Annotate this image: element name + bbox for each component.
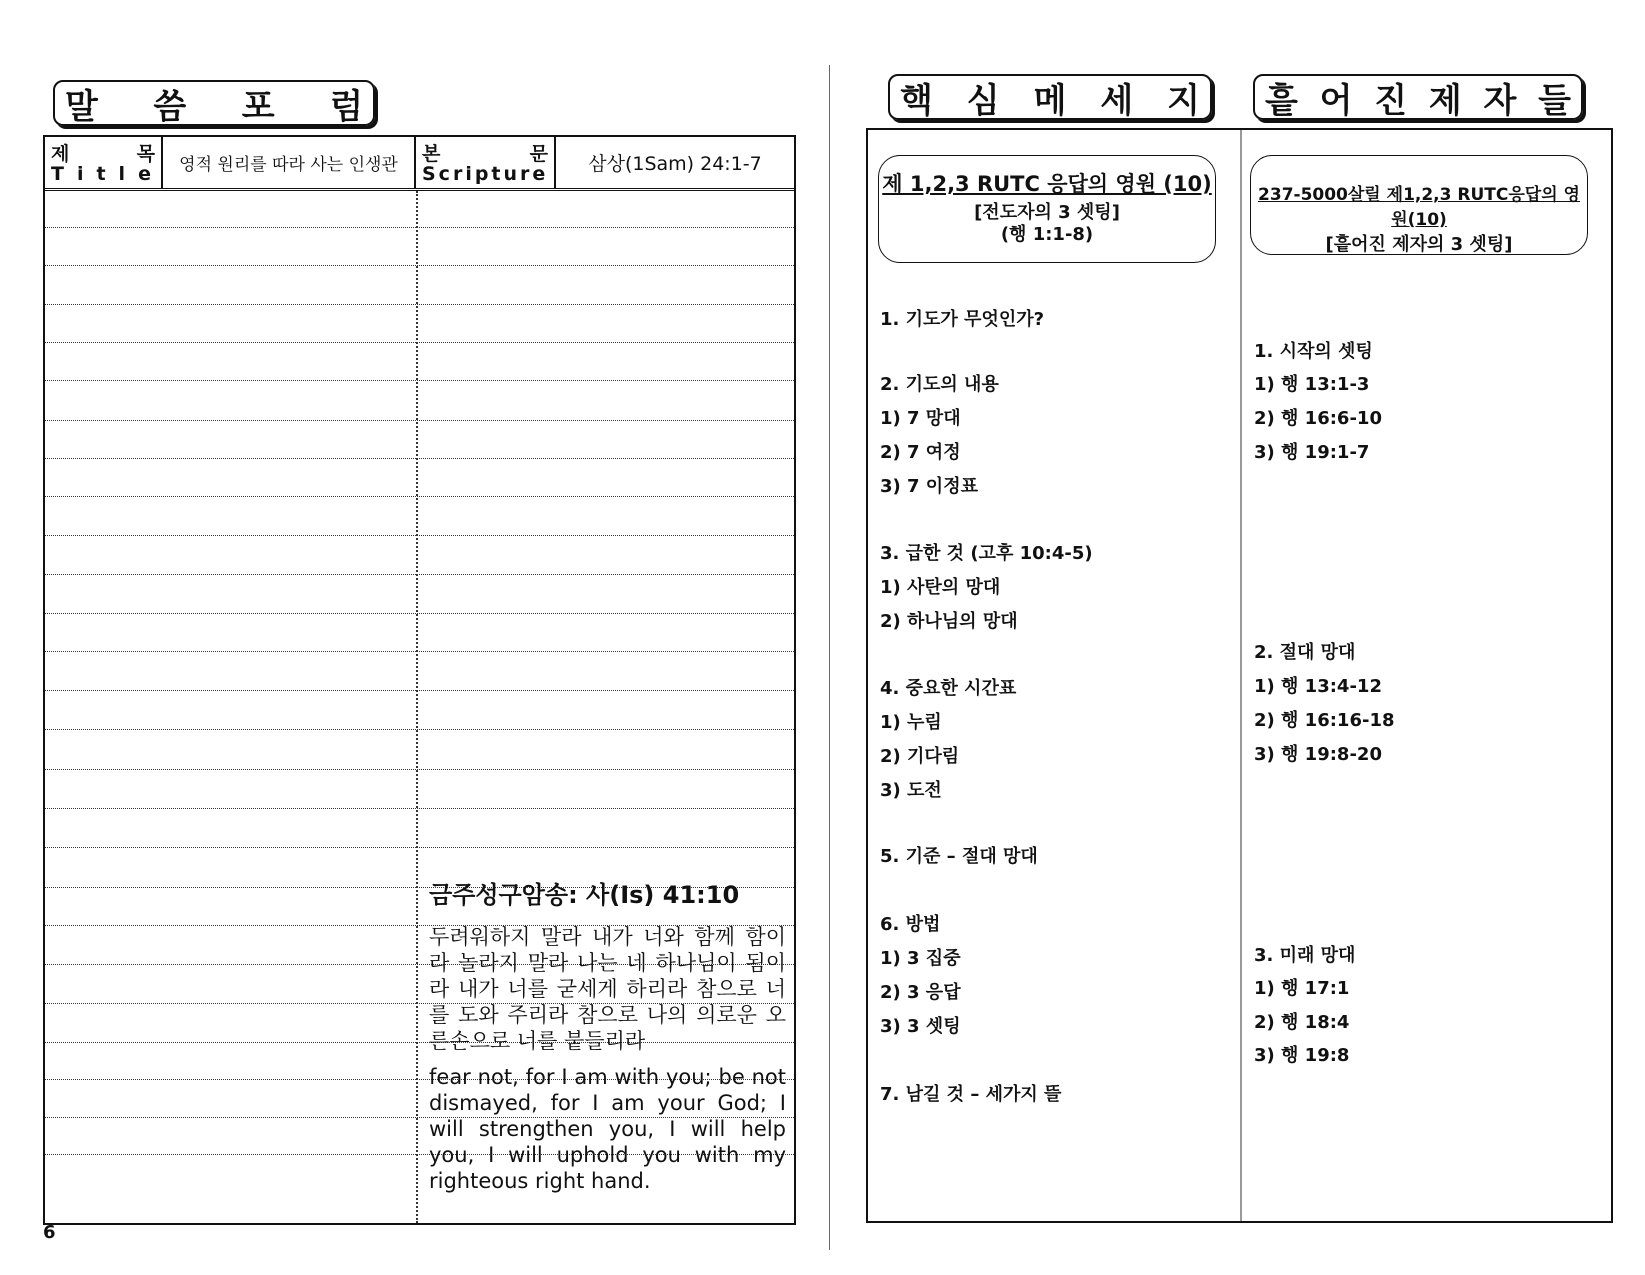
- section-title-char: 흩: [1265, 80, 1298, 121]
- scripture-value-cell: [556, 137, 794, 188]
- memory-verse-title: 금주성구암송: 사(Is) 41:10: [429, 881, 740, 909]
- note-line: [45, 265, 794, 266]
- outline-item: 1) 3 집중: [880, 948, 961, 969]
- section-title-char: 포: [241, 86, 275, 127]
- outline-item: 2) 행 16:16-18: [1254, 710, 1395, 731]
- page-gutter-line: [829, 65, 830, 1250]
- outline-item: 2) 행 16:6-10: [1254, 408, 1382, 429]
- outline-item: 2) 7 여정: [880, 442, 961, 463]
- outline-item: 3) 7 이정표: [880, 476, 978, 497]
- title-value-cell: [163, 137, 416, 188]
- outline-item: 1) 누림: [880, 712, 942, 733]
- section-title-char: 씀: [153, 86, 187, 127]
- title-label-ko-2: 목: [136, 143, 155, 165]
- title-label-cell: [45, 137, 163, 188]
- core-message-sub1: [전도자의 3 셋팅]: [974, 202, 1120, 223]
- core-message-title: 제 1,2,3 RUTC 응답의 영원 (10): [882, 172, 1212, 196]
- outline-item: 3) 행 19:1-7: [1254, 442, 1370, 463]
- title-label-ko-1: 제: [51, 143, 70, 165]
- section-title-char: 심: [966, 80, 1000, 121]
- section-title-char: 자: [1483, 80, 1517, 121]
- title-value: 영적 원리를 따라 사는 인생관: [179, 155, 398, 175]
- outline-item: 2) 행 18:4: [1254, 1012, 1350, 1033]
- outline-item: 5. 기준 – 절대 망대: [880, 846, 1038, 867]
- note-line: [45, 458, 794, 459]
- scripture-label-ko-1: 본: [422, 143, 441, 165]
- outline-item: 2. 절대 망대: [1254, 642, 1356, 663]
- note-line: [45, 535, 794, 536]
- panel-column-divider: [1240, 130, 1242, 1221]
- note-line: [45, 342, 794, 343]
- core-message-sub2: (행 1:1-8): [1000, 224, 1094, 245]
- section-title-char: 메: [1033, 80, 1067, 121]
- note-line: [45, 380, 794, 381]
- outline-item: 2) 3 응답: [880, 982, 961, 1003]
- outline-item: 7. 남길 것 – 세가지 뜰: [880, 1084, 1062, 1105]
- note-line: [45, 227, 794, 228]
- outline-item: 6. 방법: [880, 914, 941, 935]
- outline-item: 1) 행 17:1: [1254, 978, 1350, 999]
- scripture-label-cell: [416, 137, 556, 188]
- section-title-char: 세: [1100, 80, 1134, 121]
- note-line: [45, 651, 794, 652]
- section-title-char: 제: [1428, 80, 1462, 121]
- outline-item: 3) 도전: [880, 780, 942, 801]
- note-line: [45, 690, 794, 691]
- outline-item: 2) 기다림: [880, 746, 960, 767]
- section-title-char: 핵: [900, 80, 933, 121]
- section-title-char: 진: [1374, 80, 1408, 121]
- core-message-box: [878, 155, 1216, 263]
- note-line: [45, 769, 794, 770]
- scripture-label-ko-2: 문: [529, 143, 548, 165]
- note-line: [45, 613, 794, 614]
- outline-item: 1) 사탄의 망대: [880, 577, 1001, 598]
- outline-item: 3. 미래 망대: [1254, 945, 1356, 966]
- section-title-sermon-forum: [53, 80, 375, 126]
- note-line: [45, 847, 794, 848]
- memory-verse-korean: 두려워하지 말라 내가 너와 함께 함이라 놀라지 말라 나는 네 하나님이 됨이라 내가 너를 굳세게 하리라 참으로 너를 도와 주리라 참으로 나의 의로운 오른손으로 너를 붙들리라: [429, 925, 786, 1053]
- disciples-sub1: [흩어진 제자의 3 셋팅]: [1325, 234, 1513, 255]
- section-title-char: 말: [65, 86, 98, 127]
- note-line: [45, 808, 794, 809]
- note-line: [45, 304, 794, 305]
- outline-item: 3. 급한 것 (고후 10:4-5): [880, 543, 1093, 564]
- memory-verse-english: fear not, for I am with you; be not dismayed, for I am your God; I will strengthen you, I will help you, I will uphold you with my righteous right hand.: [429, 1065, 786, 1193]
- outline-item: 1. 시작의 셋팅: [1254, 341, 1373, 362]
- section-title-char: 들: [1538, 80, 1571, 121]
- outline-item: 3) 행 19:8-20: [1254, 744, 1382, 765]
- disciples-box: [1250, 155, 1588, 255]
- sermon-note-form: [43, 135, 796, 1225]
- outline-item: 1) 행 13:1-3: [1254, 374, 1370, 395]
- page-number: 6: [43, 1222, 56, 1243]
- form-column-divider: [416, 191, 418, 1223]
- scripture-label-en: Scripture: [422, 163, 549, 185]
- section-title-char: 지: [1167, 80, 1200, 121]
- title-label-en: Title: [51, 163, 164, 185]
- memory-verse: [429, 875, 786, 1194]
- note-line: [45, 420, 794, 421]
- outline-item: 2. 기도의 내용: [880, 374, 999, 395]
- disciples-title: 237-5000살릴 제1,2,3 RUTC응답의 영원(10): [1258, 185, 1580, 230]
- section-title-char: 럼: [330, 86, 363, 127]
- outline-item: 2) 하나님의 망대: [880, 611, 1018, 632]
- section-title-scattered-disciples: [1253, 74, 1583, 120]
- outline-item: 3) 행 19:8: [1254, 1045, 1350, 1066]
- outline-item: 4. 중요한 시간표: [880, 678, 1017, 699]
- note-line: [45, 496, 794, 497]
- section-title-char: 어: [1319, 80, 1353, 121]
- form-header: [45, 137, 794, 191]
- outline-item: 1) 행 13:4-12: [1254, 676, 1382, 697]
- note-line: [45, 729, 794, 730]
- message-panel: [866, 128, 1613, 1223]
- section-title-core-message: [888, 74, 1212, 120]
- outline-item: 3) 3 셋팅: [880, 1016, 961, 1037]
- outline-item: 1. 기도가 무엇인가?: [880, 309, 1045, 330]
- outline-item: 1) 7 망대: [880, 408, 961, 429]
- note-line: [45, 574, 794, 575]
- scripture-value: 삼상(1Sam) 24:1-7: [588, 153, 762, 175]
